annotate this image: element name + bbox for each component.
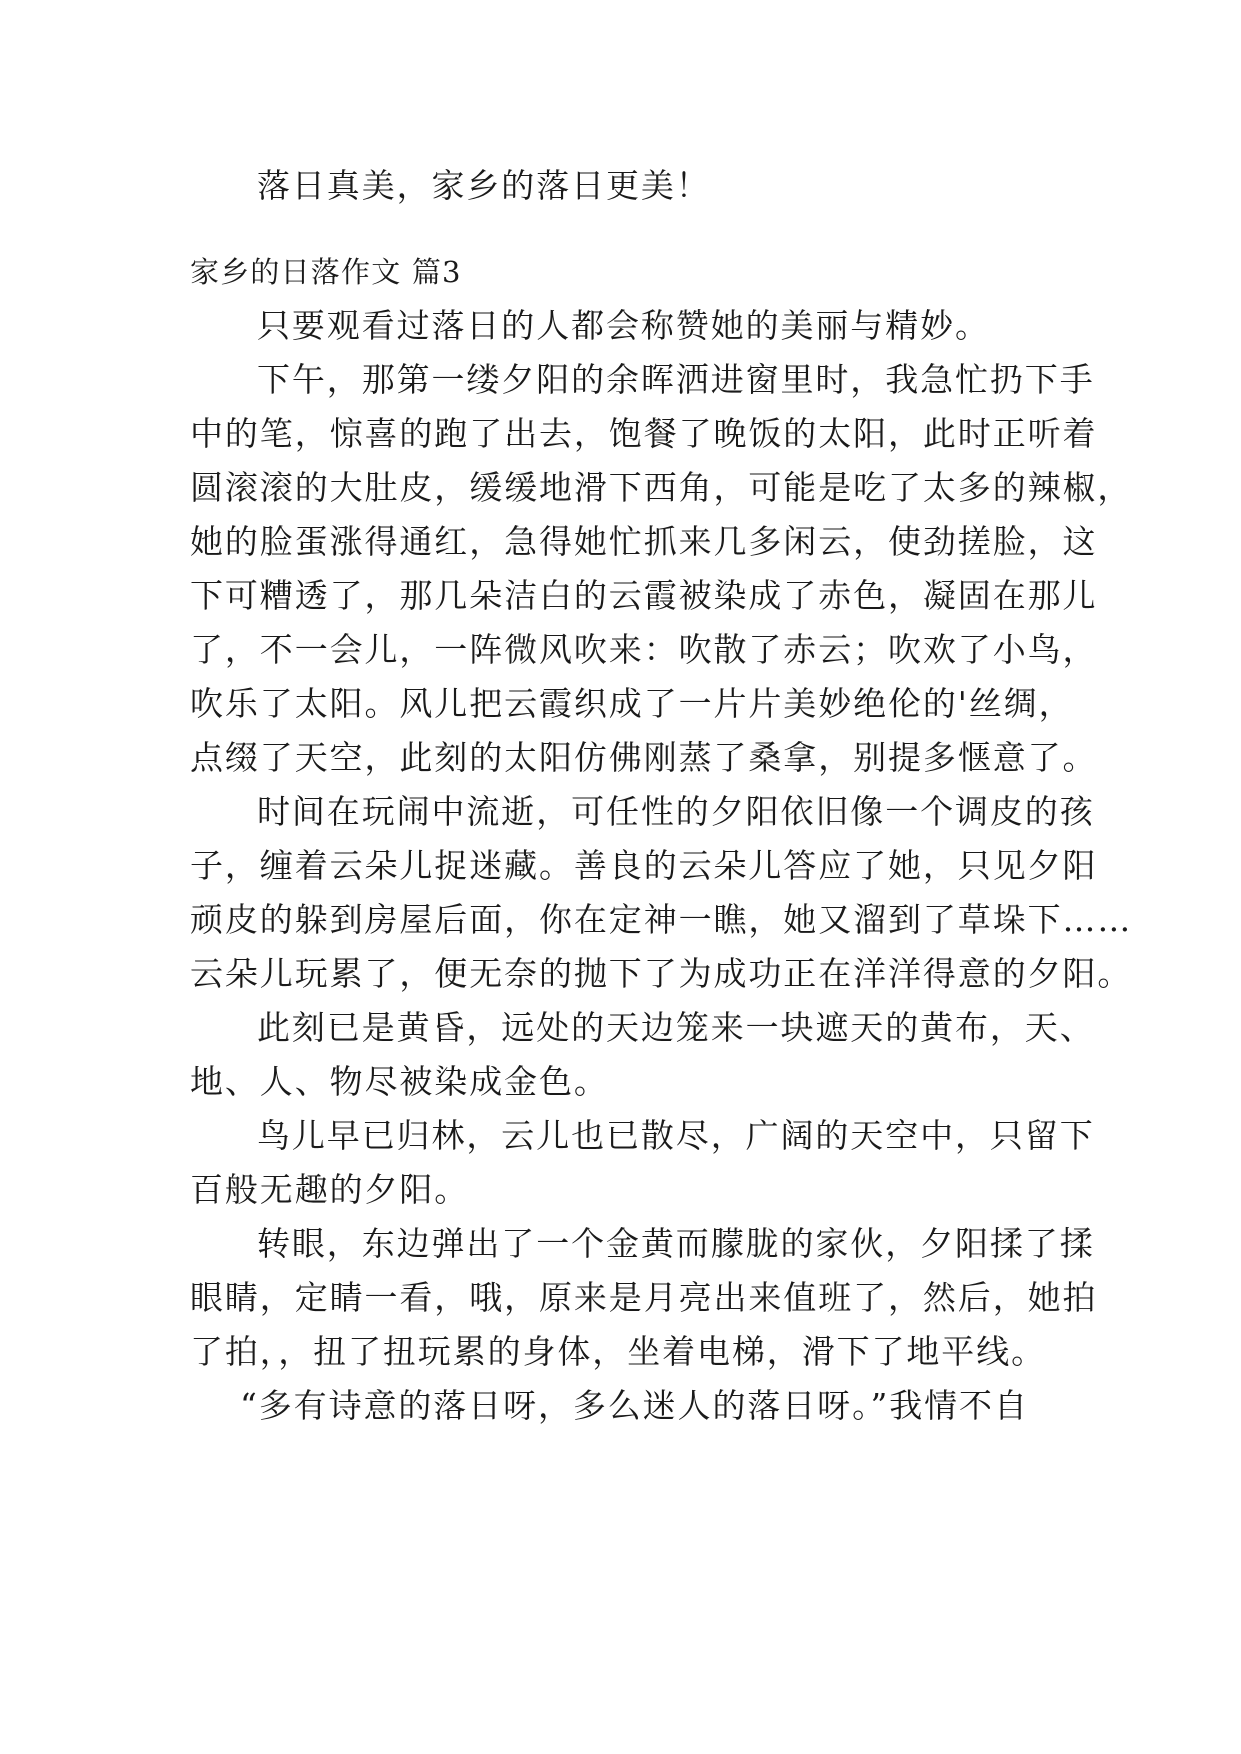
paragraph-line: 顽皮的躲到房屋后面，你在定神一瞧，她又溜到了草垛下…… xyxy=(190,900,1133,939)
paragraph-line: 此刻已是黄昏，远处的天边笼来一块遮天的黄布，天、 xyxy=(257,1008,1095,1047)
paragraph-line: 地、人、物尽被染成金色。 xyxy=(190,1062,609,1101)
paragraph-line: 下午，那第一缕夕阳的余晖洒进窗里时，我急忙扔下手 xyxy=(257,360,1095,399)
paragraph-line: 子，缠着云朵儿捉迷藏。善良的云朵儿答应了她，只见夕阳 xyxy=(190,846,1098,885)
paragraph-line: 时间在玩闹中流逝，可任性的夕阳依旧像一个调皮的孩 xyxy=(257,792,1095,831)
paragraph-line: 下可糟透了，那几朵洁白的云霞被染成了赤色，凝固在那儿 xyxy=(190,576,1098,615)
paragraph-line: 只要观看过落日的人都会称赞她的美丽与精妙。 xyxy=(257,306,990,345)
paragraph-line: 了，不一会儿，一阵微风吹来：吹散了赤云；吹欢了小鸟， xyxy=(190,630,1098,669)
paragraph-line: 点缀了天空，此刻的太阳仿佛刚蒸了桑拿，别提多惬意了。 xyxy=(190,738,1098,777)
paragraph-line: 吹乐了太阳。风儿把云霞织成了一片片美妙绝伦的'丝绸， xyxy=(190,684,1074,723)
paragraph-line: 落日真美，家乡的落日更美！ xyxy=(257,166,711,205)
paragraph-line: 圆滚滚的大肚皮，缓缓地滑下西角，可能是吃了太多的辣椒， xyxy=(190,468,1133,507)
paragraph-line: 了拍，，扭了扭玩累的身体，坐着电梯，滑下了地平线。 xyxy=(190,1332,1046,1371)
paragraph-line: 中的笔，惊喜的跑了出去，饱餐了晚饭的太阳，此时正听着 xyxy=(190,414,1098,453)
paragraph-line: 百般无趣的夕阳。 xyxy=(190,1170,470,1209)
paragraph-line: 她的脸蛋涨得通红，急得她忙抓来几多闲云，使劲搓脸，这 xyxy=(190,522,1098,561)
paragraph-line: 眼睛，定睛一看，哦，原来是月亮出来值班了，然后，她拍 xyxy=(190,1278,1098,1317)
paragraph-line: 云朵儿玩累了，便无奈的抛下了为成功正在洋洋得意的夕阳。 xyxy=(190,954,1133,993)
paragraph-line: 转眼，东边弹出了一个金黄而朦胧的家伙，夕阳揉了揉 xyxy=(257,1224,1095,1263)
section-heading: 家乡的日落作文 篇3 xyxy=(190,255,462,289)
paragraph-line: 鸟儿早已归林，云儿也已散尽，广阔的天空中，只留下 xyxy=(257,1116,1095,1155)
paragraph-line: “多有诗意的落日呀，多么迷人的落日呀。”我情不自 xyxy=(240,1386,1029,1425)
